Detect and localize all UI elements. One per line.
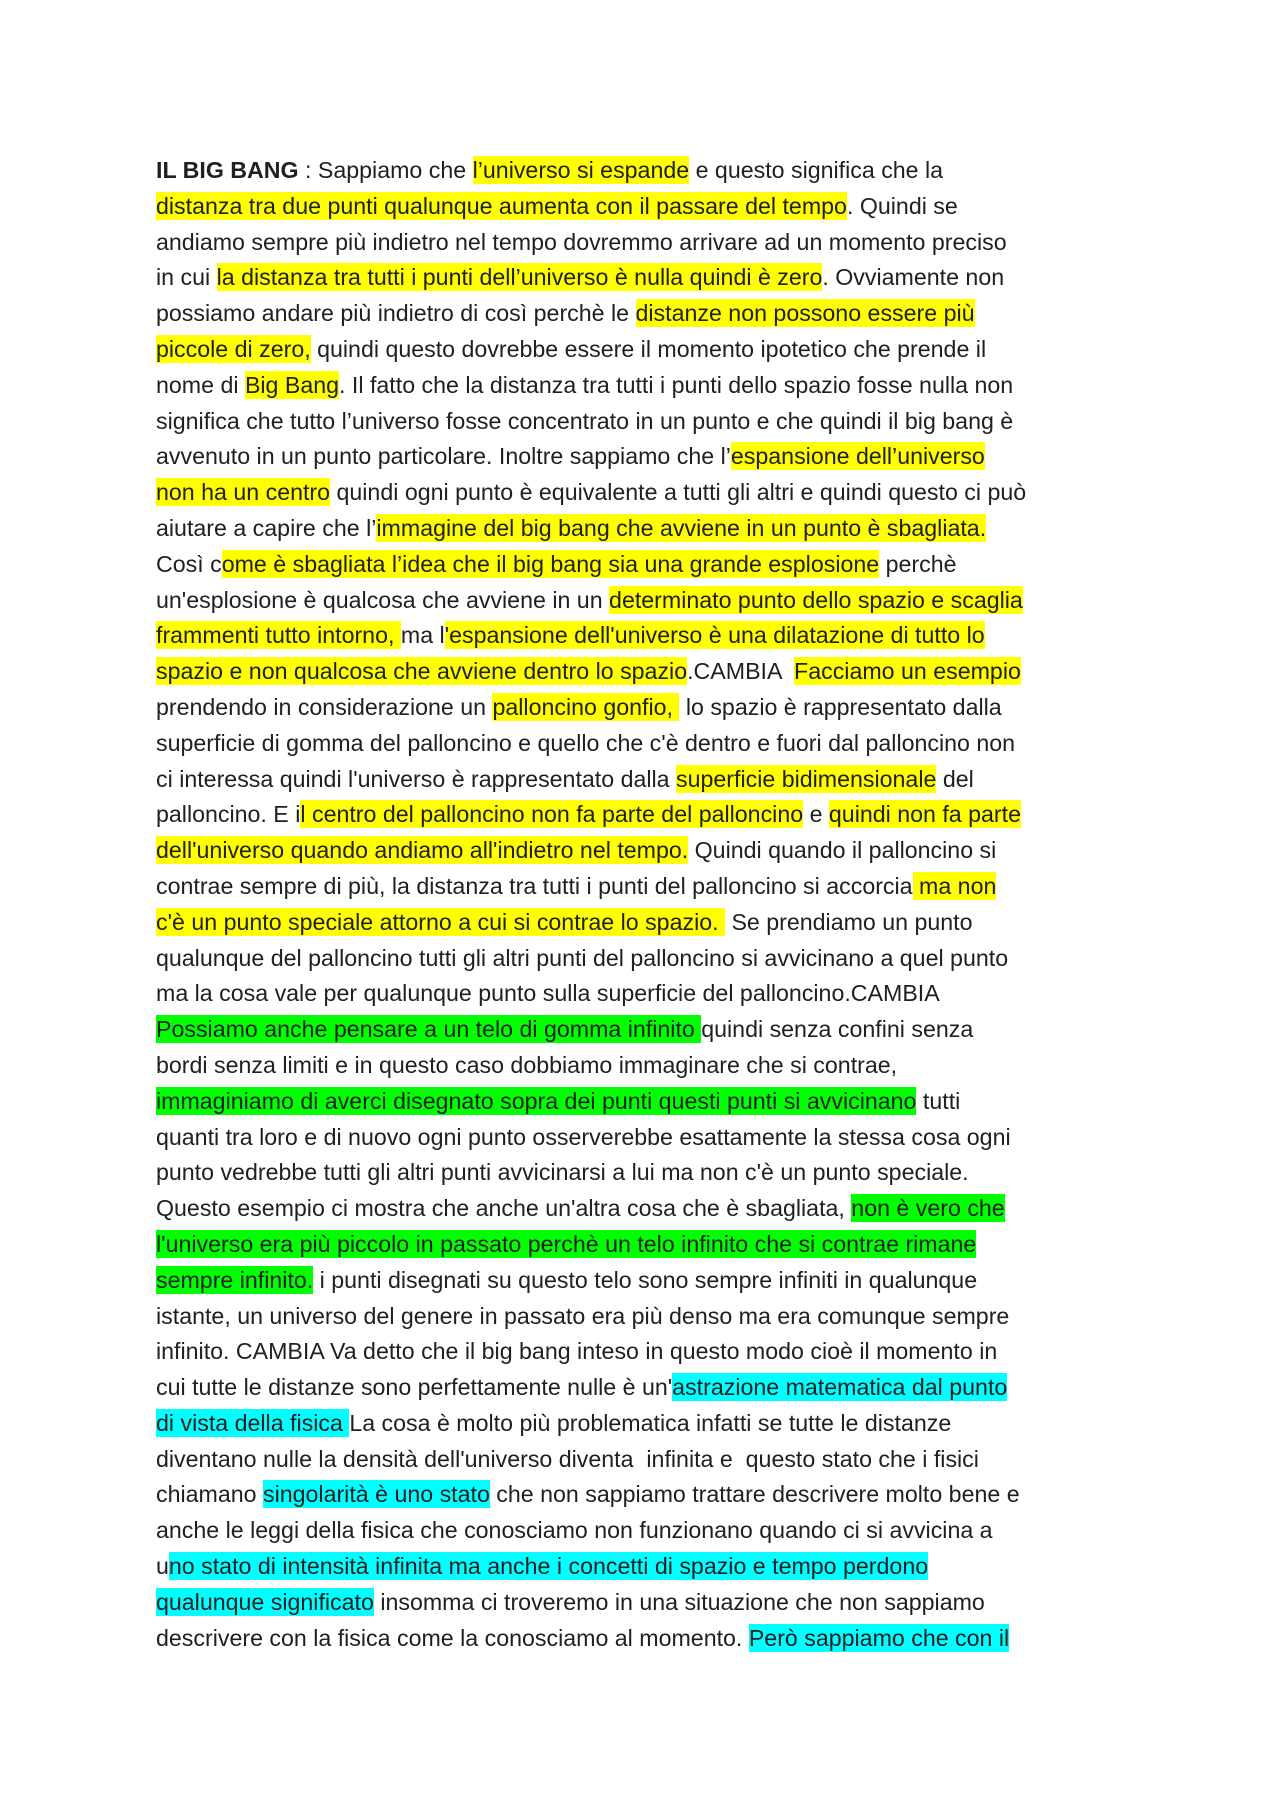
text-segment: ma l bbox=[400, 622, 445, 649]
highlighted-text: superficie bidimensionale bbox=[676, 765, 937, 792]
highlighted-text: Facciamo un esempio bbox=[794, 658, 1021, 685]
text-line bbox=[156, 1513, 1136, 1549]
highlighted-text: dell'universo quando andiamo all'indietro nel tempo. bbox=[156, 837, 689, 864]
text-line bbox=[156, 511, 1136, 547]
text-segment: significa che tutto l’universo fosse concentrato in un punto e che quindi il big bang è bbox=[156, 407, 1014, 434]
highlighted-text: ome è sbagliata l’idea che il big bang sia una grande esplosione bbox=[221, 550, 880, 577]
highlighted-text: l centro del palloncino non fa parte del palloncino bbox=[300, 801, 804, 828]
text-segment: Quindi quando il palloncino si bbox=[688, 837, 997, 864]
text-segment: quindi questo dovrebbe essere il momento ipotetico che prende il bbox=[310, 335, 987, 362]
text-segment: un'esplosione è qualcosa che avviene in un bbox=[156, 586, 610, 613]
text-segment: chiamano bbox=[156, 1481, 263, 1508]
text-line bbox=[156, 332, 1136, 368]
highlighted-text: frammenti tutto intorno, bbox=[156, 622, 401, 649]
text-segment: Se prendiamo un punto bbox=[725, 908, 973, 935]
text-line bbox=[156, 1370, 1136, 1406]
text-segment: quindi senza confini senza bbox=[701, 1016, 974, 1043]
text-line bbox=[156, 583, 1136, 619]
highlighted-text: l’universo si espande bbox=[472, 157, 690, 183]
text-segment: lo spazio è rappresentato dalla bbox=[679, 693, 1002, 720]
highlighted-text: l'universo era più piccolo in passato perchè un telo infinito che si contrae rimane bbox=[156, 1230, 977, 1257]
text-segment: in cui bbox=[156, 264, 217, 291]
text-line bbox=[156, 475, 1136, 511]
text-segment: quanti tra loro e di nuovo ogni punto osserverebbe esattamente la stessa cosa ogni bbox=[156, 1123, 1011, 1150]
text-line bbox=[156, 368, 1136, 404]
highlighted-text: no stato di intensità infinita ma anche i concetti di spazio e tempo perdono bbox=[168, 1553, 929, 1580]
text-line bbox=[156, 1084, 1136, 1120]
text-segment: : Sappiamo che bbox=[298, 157, 473, 183]
text-segment: . Quindi se bbox=[846, 192, 958, 219]
text-segment: insomma ci troveremo in una situazione che non sappiamo bbox=[373, 1588, 985, 1615]
highlighted-text: qualunque significato bbox=[156, 1588, 374, 1615]
text-segment: . Ovviamente non bbox=[822, 264, 1005, 291]
text-segment: avvenuto in un punto particolare. Inoltre sappiamo che l’ bbox=[156, 443, 731, 470]
text-segment: prendendo in considerazione un bbox=[156, 693, 493, 720]
text-line bbox=[156, 618, 1136, 654]
text-line bbox=[156, 1120, 1136, 1156]
text-segment: perchè bbox=[879, 550, 957, 577]
highlighted-text: ma non bbox=[912, 872, 997, 899]
text-segment: qualunque del palloncino tutti gli altri punti del palloncino si avvicinano a quel punto bbox=[156, 944, 1009, 971]
highlighted-text: Big Bang bbox=[244, 371, 340, 398]
highlighted-text: c'è un punto speciale attorno a cui si contrae lo spazio. bbox=[156, 908, 725, 935]
text-line bbox=[156, 1227, 1136, 1263]
highlighted-text: quindi non fa parte bbox=[828, 801, 1021, 828]
text-segment: possiamo andare più indietro di così perchè le bbox=[156, 300, 636, 327]
highlighted-text: la distanza tra tutti i punti dell’universo è nulla quindi è zero bbox=[216, 264, 823, 291]
text-line bbox=[156, 762, 1136, 798]
text-line bbox=[156, 976, 1136, 1012]
text-line bbox=[156, 797, 1136, 833]
highlighted-text: singolarità è uno stato bbox=[262, 1481, 490, 1508]
text-line bbox=[156, 547, 1136, 583]
text-segment: superficie di gomma del palloncino e quello che c'è dentro e fuori dal palloncino non bbox=[156, 729, 1016, 756]
text-segment: i punti disegnati su questo telo sono sempre infiniti in qualunque bbox=[313, 1266, 978, 1293]
text-line bbox=[156, 1621, 1136, 1657]
text-line bbox=[156, 690, 1136, 726]
text-segment: descrivere con la fisica come la conosciamo al momento. bbox=[156, 1624, 749, 1651]
text-segment: quindi ogni punto è equivalente a tutti gli altri e quindi questo ci può bbox=[330, 479, 1027, 506]
text-segment: cui tutte le distanze sono perfettamente nulle è un' bbox=[156, 1374, 673, 1401]
text-segment: La cosa è molto più problematica infatti se tutte le distanze bbox=[349, 1409, 952, 1436]
text-segment: Questo esempio ci mostra che anche un'altra cosa che è sbagliata, bbox=[156, 1195, 852, 1222]
text-line bbox=[156, 404, 1136, 440]
text-line bbox=[156, 153, 1136, 189]
highlighted-text: Possiamo anche pensare a un telo di gomma infinito bbox=[156, 1016, 702, 1043]
text-segment: bordi senza limiti e in questo caso dobbiamo immaginare che si contrae, bbox=[156, 1051, 898, 1078]
text-segment: diventano nulle la densità dell'universo diventa infinita e questo stato che i fisici bbox=[156, 1445, 979, 1472]
text-line bbox=[156, 1585, 1136, 1621]
highlighted-text: non è vero che bbox=[851, 1195, 1005, 1222]
text-line bbox=[156, 1334, 1136, 1370]
text-line bbox=[156, 905, 1136, 941]
highlighted-text: sempre infinito. bbox=[156, 1266, 314, 1293]
text-line bbox=[156, 1155, 1136, 1191]
text-line bbox=[156, 1012, 1136, 1048]
text-segment: infinito. CAMBIA Va detto che il big bang inteso in questo modo cioè il momento in bbox=[156, 1338, 998, 1365]
text-line bbox=[156, 1477, 1136, 1513]
text-line bbox=[156, 439, 1136, 475]
text-line bbox=[156, 1549, 1136, 1585]
text-segment: contrae sempre di più, la distanza tra tutti i punti del palloncino si accorcia bbox=[156, 872, 913, 899]
text-segment: . Il fatto che la distanza tra tutti i punti dello spazio fosse nulla non bbox=[339, 371, 1014, 398]
text-segment: istante, un universo del genere in passato era più denso ma era comunque sempre bbox=[156, 1302, 1010, 1329]
text-line bbox=[156, 296, 1136, 332]
text-line bbox=[156, 1263, 1136, 1299]
highlighted-text: spazio e non qualcosa che avviene dentro lo spazio bbox=[156, 658, 688, 685]
text-line bbox=[156, 654, 1136, 690]
text-segment: andiamo sempre più indietro nel tempo dovremmo arrivare ad un momento preciso bbox=[156, 228, 1007, 255]
text-segment: aiutare a capire che l’ bbox=[156, 514, 377, 541]
text-segment: del bbox=[936, 765, 974, 792]
text-line bbox=[156, 1299, 1136, 1335]
text-line bbox=[156, 225, 1136, 261]
text-segment: nome di bbox=[156, 371, 245, 398]
highlighted-text: espansione dell’universo bbox=[730, 443, 985, 470]
text-segment: che non sappiamo trattare descrivere molto bene e bbox=[489, 1481, 1020, 1508]
text-segment: Così c bbox=[156, 550, 222, 577]
text-line bbox=[156, 869, 1136, 905]
highlighted-text: immaginiamo di averci disegnato sopra dei punti questi punti si avvicinano bbox=[156, 1087, 917, 1114]
text-line bbox=[156, 726, 1136, 762]
text-line bbox=[156, 1191, 1136, 1227]
highlighted-text: 'espansione dell'universo è una dilatazione di tutto lo bbox=[444, 622, 985, 649]
text-line bbox=[156, 1442, 1136, 1478]
highlighted-text: di vista della fisica bbox=[156, 1409, 350, 1436]
text-line bbox=[156, 1048, 1136, 1084]
text-segment: palloncino. E i bbox=[156, 801, 301, 828]
text-line bbox=[156, 833, 1136, 869]
text-segment: punto vedrebbe tutti gli altri punti avvicinarsi a lui ma non c'è un punto speciale. bbox=[156, 1159, 969, 1186]
highlighted-text: determinato punto dello spazio e scaglia bbox=[609, 586, 1023, 613]
highlighted-text: distanze non possono essere più bbox=[635, 300, 975, 327]
text-segment: anche le leggi della fisica che conosciamo non funzionano quando ci si avvicina a bbox=[156, 1517, 993, 1544]
text-segment: ci interessa quindi l'universo è rappresentato dalla bbox=[156, 765, 677, 792]
text-segment: ma la cosa vale per qualunque punto sulla superficie del palloncino.CAMBIA bbox=[156, 980, 940, 1007]
document-title: IL BIG BANG bbox=[156, 157, 299, 183]
highlighted-text: astrazione matematica dal punto bbox=[672, 1374, 1008, 1401]
highlighted-text: immagine del big bang che avviene in un punto è sbagliata. bbox=[376, 514, 987, 541]
text-segment: .CAMBIA bbox=[687, 658, 795, 685]
text-line bbox=[156, 1406, 1136, 1442]
text-segment: e bbox=[803, 801, 829, 828]
highlighted-text: palloncino gonfio, bbox=[492, 693, 680, 720]
highlighted-text: piccole di zero, bbox=[156, 335, 311, 362]
highlighted-text: distanza tra due punti qualunque aumenta con il passare del tempo bbox=[156, 192, 847, 219]
text-segment: u bbox=[156, 1553, 169, 1580]
text-line bbox=[156, 941, 1136, 977]
document-body bbox=[156, 153, 1136, 1656]
text-segment: e questo significa che la bbox=[689, 157, 944, 183]
text-segment: tutti bbox=[916, 1087, 961, 1114]
text-line bbox=[156, 260, 1136, 296]
text-line bbox=[156, 189, 1136, 225]
highlighted-text: Però sappiamo che con il bbox=[748, 1624, 1010, 1651]
highlighted-text: non ha un centro bbox=[156, 479, 331, 506]
